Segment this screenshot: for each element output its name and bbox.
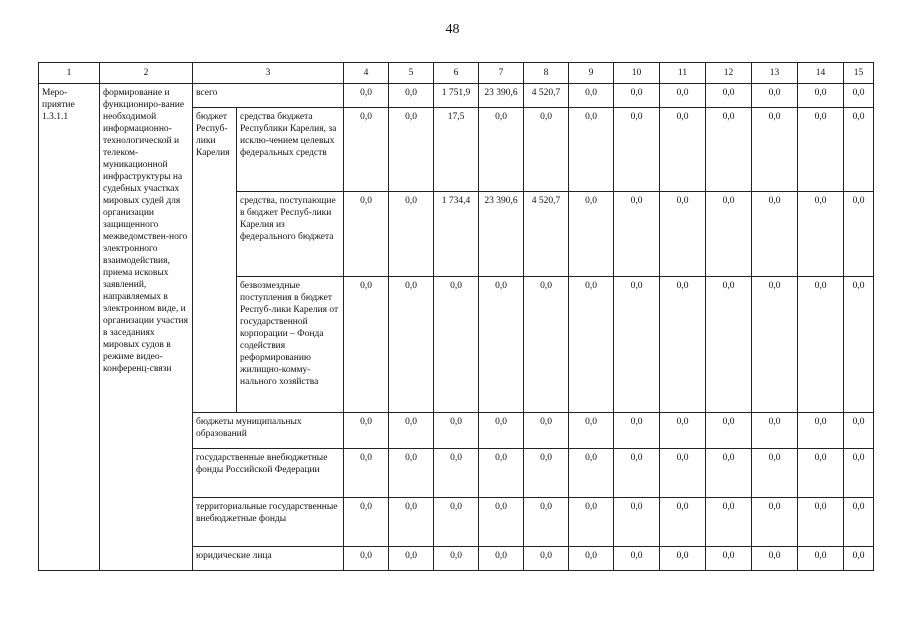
value-cell: 0,0 — [479, 498, 524, 547]
row-label: бюджеты муниципальных образований — [193, 413, 344, 449]
value-cell: 0,0 — [344, 84, 389, 108]
value-cell: 0,0 — [660, 108, 706, 192]
value-cell: 0,0 — [524, 108, 569, 192]
value-cell: 0,0 — [752, 449, 798, 498]
column-number: 14 — [798, 63, 844, 84]
value-cell: 0,0 — [569, 547, 614, 571]
value-cell: 0,0 — [434, 547, 479, 571]
value-cell: 0,0 — [660, 277, 706, 413]
value-cell: 0,0 — [844, 547, 874, 571]
row-label: безвозмездные поступления в бюджет Респуб-лики Карелия от государственной корпорации – Фонда содействия реформированию жилищно-комму-нального хозяйства — [237, 277, 344, 413]
value-cell: 0,0 — [344, 413, 389, 449]
value-cell: 0,0 — [706, 84, 752, 108]
value-cell: 0,0 — [344, 449, 389, 498]
value-cell: 0,0 — [752, 192, 798, 277]
table-row — [39, 84, 874, 108]
value-cell: 23 390,6 — [479, 192, 524, 277]
value-cell: 0,0 — [434, 413, 479, 449]
value-cell: 0,0 — [614, 277, 660, 413]
value-cell: 0,0 — [752, 498, 798, 547]
value-cell: 0,0 — [798, 108, 844, 192]
value-cell: 0,0 — [844, 413, 874, 449]
value-cell: 0,0 — [389, 277, 434, 413]
column-number: 4 — [344, 63, 389, 84]
value-cell: 0,0 — [389, 192, 434, 277]
value-cell: 0,0 — [524, 277, 569, 413]
value-cell: 0,0 — [569, 498, 614, 547]
value-cell: 0,0 — [569, 413, 614, 449]
value-cell: 0,0 — [614, 108, 660, 192]
value-cell: 0,0 — [569, 84, 614, 108]
value-cell: 0,0 — [798, 547, 844, 571]
value-cell: 0,0 — [614, 498, 660, 547]
value-cell: 0,0 — [569, 108, 614, 192]
value-cell: 0,0 — [752, 108, 798, 192]
column-number: 6 — [434, 63, 479, 84]
value-cell: 0,0 — [344, 192, 389, 277]
page-number: 48 — [445, 22, 460, 37]
value-cell: 0,0 — [798, 498, 844, 547]
budget-group-label: бюджет Респуб-лики Карелия — [193, 108, 237, 413]
value-cell: 0,0 — [798, 84, 844, 108]
value-cell: 17,5 — [434, 108, 479, 192]
column-number: 13 — [752, 63, 798, 84]
value-cell: 0,0 — [614, 449, 660, 498]
value-cell: 1 734,4 — [434, 192, 479, 277]
column-number: 12 — [706, 63, 752, 84]
value-cell: 0,0 — [524, 498, 569, 547]
value-cell: 0,0 — [389, 84, 434, 108]
value-cell: 4 520,7 — [524, 84, 569, 108]
value-cell: 0,0 — [752, 84, 798, 108]
value-cell: 0,0 — [524, 547, 569, 571]
value-cell: 0,0 — [344, 108, 389, 192]
value-cell: 0,0 — [752, 413, 798, 449]
value-cell: 0,0 — [614, 192, 660, 277]
value-cell: 0,0 — [706, 498, 752, 547]
value-cell: 0,0 — [798, 277, 844, 413]
value-cell: 0,0 — [479, 449, 524, 498]
value-cell: 0,0 — [844, 84, 874, 108]
row-label: юридические лица — [193, 547, 344, 571]
value-cell: 0,0 — [752, 277, 798, 413]
value-cell: 0,0 — [524, 413, 569, 449]
value-cell: 0,0 — [660, 84, 706, 108]
value-cell: 0,0 — [706, 192, 752, 277]
value-cell: 0,0 — [389, 108, 434, 192]
value-cell: 0,0 — [706, 108, 752, 192]
activity-code: Меро-приятие 1.3.1.1 — [39, 84, 100, 571]
value-cell: 0,0 — [844, 108, 874, 192]
column-number: 10 — [614, 63, 660, 84]
budget-table — [38, 62, 874, 571]
value-cell: 0,0 — [434, 498, 479, 547]
value-cell: 0,0 — [706, 277, 752, 413]
value-cell: 0,0 — [798, 192, 844, 277]
column-number-row — [39, 63, 874, 84]
value-cell: 0,0 — [614, 413, 660, 449]
value-cell: 0,0 — [706, 449, 752, 498]
value-cell: 0,0 — [660, 449, 706, 498]
value-cell: 0,0 — [660, 498, 706, 547]
value-cell: 0,0 — [389, 498, 434, 547]
value-cell: 0,0 — [614, 84, 660, 108]
row-label: средства бюджета Республики Карелия, за исклю-чением целевых федеральных средств — [237, 108, 344, 192]
value-cell: 0,0 — [660, 413, 706, 449]
value-cell: 0,0 — [569, 277, 614, 413]
value-cell: 0,0 — [706, 413, 752, 449]
value-cell: 0,0 — [434, 449, 479, 498]
row-label: средства, поступающие в бюджет Респуб-лики Карелия из федерального бюджета — [237, 192, 344, 277]
value-cell: 0,0 — [434, 277, 479, 413]
row-label: территориальные государственные внебюджетные фонды — [193, 498, 344, 547]
value-cell: 0,0 — [344, 547, 389, 571]
value-cell: 0,0 — [844, 192, 874, 277]
column-number: 5 — [389, 63, 434, 84]
value-cell: 0,0 — [660, 192, 706, 277]
value-cell: 0,0 — [844, 277, 874, 413]
value-cell: 0,0 — [798, 449, 844, 498]
value-cell: 0,0 — [614, 547, 660, 571]
value-cell: 0,0 — [706, 547, 752, 571]
column-number: 9 — [569, 63, 614, 84]
value-cell: 0,0 — [479, 413, 524, 449]
value-cell: 0,0 — [389, 413, 434, 449]
value-cell: 1 751,9 — [434, 84, 479, 108]
column-number: 8 — [524, 63, 569, 84]
row-label: государственные внебюджетные фонды Российской Федерации — [193, 449, 344, 498]
column-number: 15 — [844, 63, 874, 84]
value-cell: 0,0 — [569, 192, 614, 277]
value-cell: 23 390,6 — [479, 84, 524, 108]
value-cell: 0,0 — [524, 449, 569, 498]
column-number: 7 — [479, 63, 524, 84]
value-cell: 0,0 — [389, 547, 434, 571]
column-number: 2 — [100, 63, 193, 84]
value-cell: 0,0 — [479, 277, 524, 413]
value-cell: 0,0 — [844, 498, 874, 547]
column-number: 1 — [39, 63, 100, 84]
value-cell: 0,0 — [752, 547, 798, 571]
value-cell: 0,0 — [798, 413, 844, 449]
column-number: 3 — [193, 63, 344, 84]
value-cell: 0,0 — [569, 449, 614, 498]
value-cell: 0,0 — [479, 108, 524, 192]
value-cell: 0,0 — [344, 498, 389, 547]
value-cell: 0,0 — [844, 449, 874, 498]
value-cell: 0,0 — [389, 449, 434, 498]
value-cell: 4 520,7 — [524, 192, 569, 277]
column-number: 11 — [660, 63, 706, 84]
value-cell: 0,0 — [479, 547, 524, 571]
activity-description: формирование и функциониро-вание необходимой информационно-технологической и телеком-муникационной инфраструктуры на судебных участках мировых судей для организации защищенного межведомствен-ного электронного взаимодействия, приема исковых заявлений, направляемых в электронном виде, и организации участия в заседаниях мировых судов в режиме видео-конференц-связи — [100, 84, 193, 571]
row-label: всего — [193, 84, 344, 108]
value-cell: 0,0 — [660, 547, 706, 571]
value-cell: 0,0 — [344, 277, 389, 413]
